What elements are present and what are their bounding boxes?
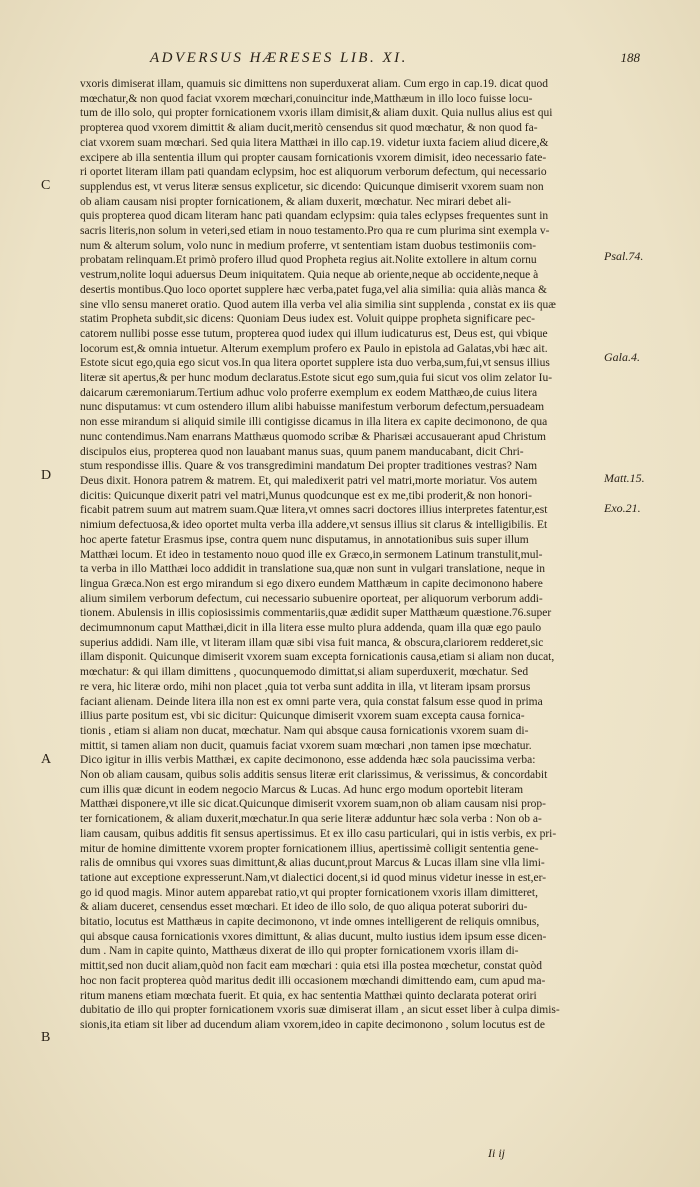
text-line: & aliam duceret, censendus esset mœchari. Et ideo de illo solo, de quo aliqua poterat suboriri du- bbox=[80, 901, 528, 914]
text-line: dicitis: Quicunque dixerit patri vel matri,Munus quodcunque est ex me,tibi proderit,& non honori- bbox=[80, 489, 532, 502]
text-line: ralis de omnibus qui vxores suas dimittunt,& alias ducunt,prout Marcus & Lucas illam sine vlla limi- bbox=[80, 857, 545, 870]
text-line: ficabit patrem suum aut matrem suam.Quæ litera,vt omnes sacri doctores illius interpretes fatentur,est bbox=[80, 504, 548, 517]
text-line: discipulos eius, propterea quod non lauabant manus suas, quum panem manducabant, dicit Chri- bbox=[80, 445, 524, 458]
text-line: hoc non facit propterea quòd maritus dedit illi occasionem mœchandi dimittendo eam, cum apud ma- bbox=[80, 974, 546, 987]
text-line: bitatio, locutus est Matthæus in capite decimonono, vt inde omnes intelligerent de reliquis omnibus, bbox=[80, 916, 540, 929]
text-line: ter fornicationem, & aliam duxerit,mœchatur.In qua serie literæ adduntur hæc sola verba : Non ob a- bbox=[80, 813, 542, 826]
text-line: re vera, hic literæ ordo, mihi non placet ,quia tot verba sunt addita in illa, vt literam ipsam prorsus bbox=[80, 680, 531, 693]
marginal-note: Matt.15. bbox=[604, 471, 645, 485]
text-line: alium similem verborum defectum, cui necessario subuenire oporteat, per aliquorum verborum addi- bbox=[80, 592, 543, 605]
text-line: nunc disputamus: vt cum ostendero illum alibi habuisse manifestum verborum defectum,persuadeam bbox=[80, 401, 545, 414]
text-line: ta verba in illo Matthæi loco addidit in translatione sua,quæ non sunt in vulgari translatione, neque in bbox=[80, 563, 546, 576]
margin-marker-b: B bbox=[41, 1030, 51, 1045]
text-line: go id quod magis. Minor autem apparebat ratio,vt qui propter fornicationem vxoris illam dimitteret, bbox=[80, 886, 538, 899]
text-line: vestrum,nolite loqui aduersus Deum iniquitatem. Quia neque ab oriente,neque ab occidente,neque à bbox=[80, 269, 539, 282]
text-line: quis propterea quod dicam literam hanc pati quandam eclypsim: quia tales eclypses frequentes sunt in bbox=[80, 210, 549, 223]
marginal-note: Psal.74. bbox=[604, 249, 644, 263]
running-title: ADVERSUS HÆRESES LIB. XI. bbox=[150, 50, 408, 66]
text-line: mittit,sed non ducit aliam,quòd non facit eam mœchari : quia etsi illa postea mœchetur, constat quòd bbox=[80, 960, 542, 973]
text-line: vxoris dimiserat illam, quamuis sic dimittens non superduxerat aliam. Cum ergo in cap.19. dicat quod bbox=[80, 78, 549, 90]
text-line: illam disponit. Quicunque dimiserit vxorem suam excepta fornicationis causa,etiam si aliam non ducat, bbox=[80, 651, 555, 664]
margin-marker-d: D bbox=[41, 468, 52, 483]
text-line: excipere ab illa sententia illum qui propter causam fornicationis vxorem dimisit, ideo necessario fate- bbox=[80, 151, 547, 164]
text-line: mœchatur,& non quod faciat vxorem mœchari,conuincitur inde,Matthæum in illo loco fuisse locu- bbox=[80, 92, 533, 105]
text-line: tionis , etiam si aliam non ducat, mœchatur. Nam qui absque causa fornicationis vxorem suam di- bbox=[80, 724, 529, 737]
text-line: Dico igitur in illis verbis Matthæi, ex capite decimonono, esse addenda hæc sola paucissima verba: bbox=[80, 754, 536, 767]
text-line: ri oportet literam illam pati quandam eclypsim, hoc est aliquorum verborum defectum, qui necessario bbox=[80, 166, 547, 179]
text-line: lingua Græca.Non est ergo mirandum si ego dixero eundem Matthæum in capite decimonono habere bbox=[80, 577, 543, 590]
text-line: supplendus est, vt verus literæ sensus explicetur, sic dicendo: Quicunque dimiserit vxorem suam non bbox=[80, 180, 544, 193]
body-text bbox=[80, 77, 598, 1033]
text-line: Non ob aliam causam, quibus solis additis sensus literæ erit clarissimus, & verissimus, & concordabit bbox=[80, 769, 548, 782]
text-line: tum de illo solo, qui propter fornicationem vxoris illam dimisit,& aliam duxit. Quia nullus alius est qui bbox=[80, 107, 553, 120]
marginal-note: Exo.21. bbox=[604, 501, 641, 515]
text-line: Estote sicut ego,quia ego sicut vos.In qua litera oportet supplere ista duo verba,sum,fui,vt sensus illius bbox=[80, 357, 550, 370]
text-line: locorum est,& omnia intuetur. Alterum exemplum profero ex Paulo in epistola ad Galatas,vbi hæc ait. bbox=[80, 342, 548, 355]
text-line: sacris literis,non solum in veteri,sed etiam in nouo testamento.Pro qua re cum plurima sint exempla v- bbox=[80, 225, 550, 238]
text-line: sine vllo sensu maneret oratio. Quod autem illa verba vel alia similia sint supplenda , constat ex iis quæ bbox=[80, 298, 556, 311]
text-line: decimumnonum caput Matthæi,dicit in illa litera esse multo plura addenda, quam illa quæ ego paulo bbox=[80, 622, 542, 635]
marginal-note: Gala.4. bbox=[604, 350, 640, 364]
text-line: qui absque causa fornicationis vxores dimittunt, & alias ducunt, multo iustius idem ipsum esse dicen- bbox=[80, 930, 547, 943]
text-line: superius addidi. Nam ille, vt literam illam quæ sibi visa fuit manca, & obscura,clariorem redderet,sic bbox=[80, 636, 544, 649]
signature-mark: Ii ij bbox=[488, 1146, 505, 1160]
text-line: dum . Nam in capite quinto, Matthæus dixerat de illo qui propter fornicationem vxoris illam di- bbox=[80, 945, 519, 958]
page-number: 188 bbox=[620, 50, 640, 65]
page-header bbox=[80, 50, 640, 72]
text-line: desertis montibus.Quo loco oportet supplere hæc verba,patet fuga,vel alia similia: quia aliàs manca & bbox=[80, 283, 547, 296]
text-line: mitur de homine dimittente vxorem propter fornicationem illius, apertissimè colligit sententia gene- bbox=[80, 842, 539, 855]
text-line: Deus dixit. Honora patrem & matrem. Et, qui maledixerit patri vel matri,morte moriatur. Vos autem bbox=[80, 474, 538, 487]
text-line: probatam relinquam.Et primò profero illud quod Propheta regius ait.Nolite extollere in altum cornu bbox=[80, 254, 537, 267]
text-line: faciant alienam. Deinde litera illa non est ex omni parte vera, quia constat falsum esse quod in prima bbox=[80, 695, 543, 708]
text-line: nimium defectuosa,& ideo oportet multa verba illa addere,vt sensus illius sit clarus & intelligibilis. Et bbox=[80, 519, 548, 532]
text-line: illius parte positum est, vbi sic dicitur: Quicunque dimiserit vxorem suam excepta causa fornica- bbox=[80, 710, 525, 723]
text-line: ciat vxorem suam mœchari. Sed quia litera Matthæi in illo cap.19. videtur iuxta faciem aliud dicere,& bbox=[80, 136, 549, 149]
text-line: statim Propheta subdit,sic dicens: Quoniam Deus iudex est. Voluit quippe propheta significare pec- bbox=[80, 313, 536, 326]
text-line: dubitatio de illo qui propter fornicationem vxoris suæ dimiserat illam , an sicut esset liber à culpa dimis- bbox=[80, 1004, 560, 1017]
text-line: non esse mirandum si aliquid simile illi contigisse dicamus in illa litera ex capite decimonono, de qua bbox=[80, 416, 548, 429]
text-line: literæ sit apertus,& per hunc modum declaratus.Estote sicut ego sum,quia fui sicut vos olim zelator Iu- bbox=[80, 372, 553, 385]
text-line: sionis,ita etiam sit liber ad ducendum aliam vxorem,ideo in capite decimonono , solum locutus est de bbox=[80, 1019, 546, 1031]
text-line: mœchatur: & qui illam dimittens , quocunquemodo dimittat,si aliam superduxerit, mœchatur. Sed bbox=[80, 666, 529, 679]
text-line: cum illis quæ dicunt in eodem negocio Marcus & Lucas. Ad hunc ergo modum oportebit literam bbox=[80, 783, 524, 796]
text-line: Matthæi disponere,vt ille sic dicat.Quicunque dimiserit vxorem suam,non ob aliam causam nisi prop- bbox=[80, 798, 546, 811]
text-line: ob aliam causam nisi propter fornicationem, & aliam duxerit, mœchatur. Nec mirari debet ali- bbox=[80, 195, 512, 208]
margin-marker-c: C bbox=[41, 178, 51, 193]
text-line: num & alterum solum, volo nunc in medium proferre, vt sententiam istam duobus testimoniis com- bbox=[80, 239, 537, 252]
text-line: ritum manens etiam mœchata fuerit. Et quia, ex hac sententia Matthæi quinto declarata poterat oriri bbox=[80, 989, 537, 1002]
text-line: daicarum cæremoniarum.Tertium adhuc volo proferre exemplum ex eodem Matthæo,de cuius litera bbox=[80, 386, 538, 399]
text-line: Matthæi locum. Et ideo in testamento nouo quod ille ex Græco,in sermonem Latinum transtulit,mul- bbox=[80, 548, 543, 561]
text-line: catorem nullibi posse esse tutum, propterea quod iudex qui illum iudicaturus est, Deus est, qui vbique bbox=[80, 327, 548, 340]
margin-marker-a: A bbox=[41, 752, 52, 767]
text-line: propterea quod vxorem dimittit & aliam ducit,meritò censendus sit quod mœchatur, & non quod fa- bbox=[80, 122, 538, 135]
text-line: liam causam, quibus additis fit sensus apertissimus. Et ex illo casu particulari, qui in istis verbis, ex pri- bbox=[80, 827, 557, 840]
text-line: nunc contendimus.Nam enarrans Matthæus quomodo scribæ & Pharisæi accusauerant apud Christum bbox=[80, 430, 546, 443]
text-line: hoc aperte fatetur Erasmus ipse, contra quem nunc disputamus, in annotationibus suis super illum bbox=[80, 533, 529, 546]
text-line: tionem. Abulensis in illis copiosissimis commentariis,quæ ædidit super Matthæum quæstione.76.super bbox=[80, 607, 552, 620]
text-line: stum respondisse illis. Quare & vos transgredimini mandatum Dei propter traditiones vestras? Nam bbox=[80, 460, 538, 473]
text-line: tatione aut exceptione expresserunt.Nam,vt dialectici docent,si id quod minus videtur inesse in est,er- bbox=[80, 871, 547, 884]
text-line: mittit, si tamen aliam non ducit, quamuis faciat vxorem suam mœchari ,non tamen ipse mœchatur. bbox=[80, 739, 532, 752]
